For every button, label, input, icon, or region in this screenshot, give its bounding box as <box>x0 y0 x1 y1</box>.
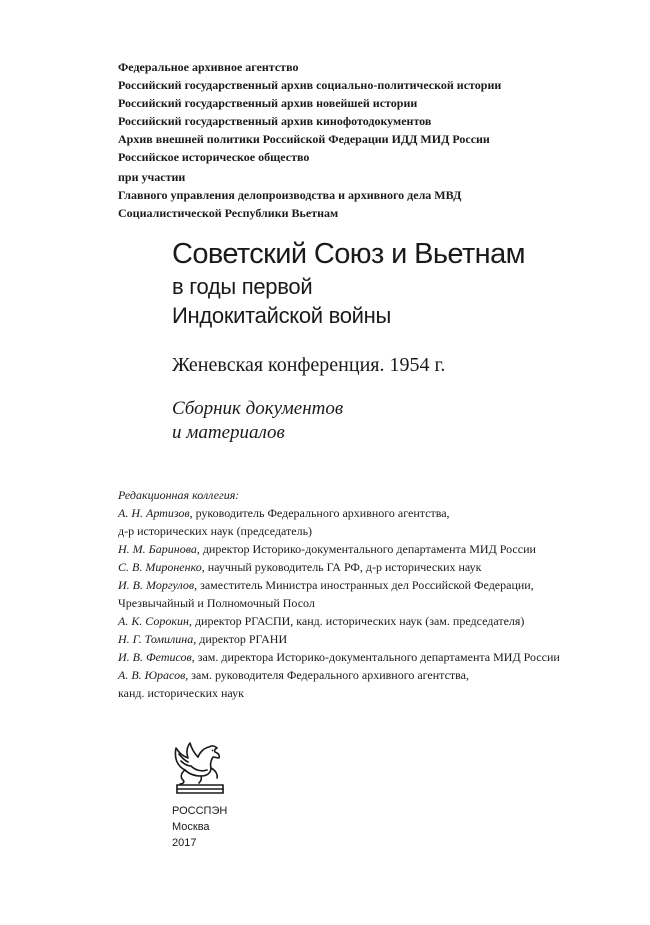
board-member <box>118 540 638 558</box>
board-member-role: , директор РГАСПИ, канд. исторических наук (зам. председателя) <box>188 614 525 628</box>
book-subtitle: Женевская конференция. 1954 г. <box>172 354 446 376</box>
board-member <box>118 666 638 702</box>
griffin-emblem-icon <box>171 740 229 802</box>
board-member-role: , директор РГАНИ <box>193 632 288 646</box>
book-title-line-1: Советский Союз и Вьетнам <box>172 238 525 270</box>
board-member <box>118 576 638 612</box>
board-member <box>118 648 638 666</box>
collection-type-line-2: и материалов <box>172 422 285 443</box>
book-title <box>172 236 612 330</box>
organization-line: Российский государственный архив кинофотодокументов <box>118 114 432 128</box>
publisher-city: Москва <box>172 821 210 833</box>
board-member-role-cont: д-р исторических наук (председатель) <box>118 524 313 538</box>
book-title-line-2: в годы первой <box>172 274 313 299</box>
board-member-role: , зам. руководителя Федерального архивного агентства, <box>185 668 469 682</box>
collection-type-line-1: Сборник документов <box>172 398 344 419</box>
organization-line: Архив внешней политики Российской Федерации ИДД МИД России <box>118 132 490 146</box>
participation-label: при участии <box>118 170 186 184</box>
editorial-board-header: Редакционная коллегия: <box>118 488 240 502</box>
board-member-name: Н. Г. Томилина <box>118 632 194 646</box>
board-member <box>118 612 638 630</box>
participation-org-line: Социалистической Республики Вьетнам <box>118 206 339 220</box>
book-title-line-3: Индокитайской войны <box>172 303 392 328</box>
issuing-organizations <box>118 58 618 222</box>
board-member-role: , заместитель Министра иностранных дел Российской Федерации, <box>194 578 534 592</box>
publication-year: 2017 <box>172 837 197 849</box>
board-member-role: , зам. директора Историко-документального департамента МИД России <box>191 650 560 664</box>
organization-line: Российское историческое общество <box>118 150 310 164</box>
board-member-role: , руководитель Федерального архивного агентства, <box>189 506 450 520</box>
organization-line: Российский государственный архив новейшей истории <box>118 96 418 110</box>
publisher-imprint <box>172 803 227 851</box>
board-member-name: Н. М. Баринова <box>118 542 197 556</box>
board-member-role-cont: Чрезвычайный и Полномочный Посол <box>118 596 315 610</box>
participation-org-line: Главного управления делопроизводства и архивного дела МВД <box>118 188 462 202</box>
board-member-name: А. В. Юрасов <box>118 668 186 682</box>
board-member <box>118 558 638 576</box>
editorial-board <box>118 486 638 702</box>
board-member-role: , директор Историко-документального департамента МИД России <box>196 542 536 556</box>
organization-line: Федеральное архивное агентство <box>118 60 299 74</box>
collection-type <box>172 397 343 445</box>
board-member-name: И. В. Фетисов <box>118 650 192 664</box>
board-member-role: , научный руководитель ГА РФ, д-р исторических наук <box>201 560 482 574</box>
board-member-name: И. В. Моргулов <box>118 578 195 592</box>
board-member-role-cont: канд. исторических наук <box>118 686 244 700</box>
board-member-name: А. К. Сорокин <box>118 614 189 628</box>
board-member <box>118 630 638 648</box>
board-member-name: А. Н. Артизов <box>118 506 190 520</box>
board-member <box>118 504 638 540</box>
board-member-name: С. В. Мироненко <box>118 560 202 574</box>
organization-line: Российский государственный архив социально-политической истории <box>118 78 502 92</box>
publisher-name: РОССПЭН <box>172 805 228 817</box>
